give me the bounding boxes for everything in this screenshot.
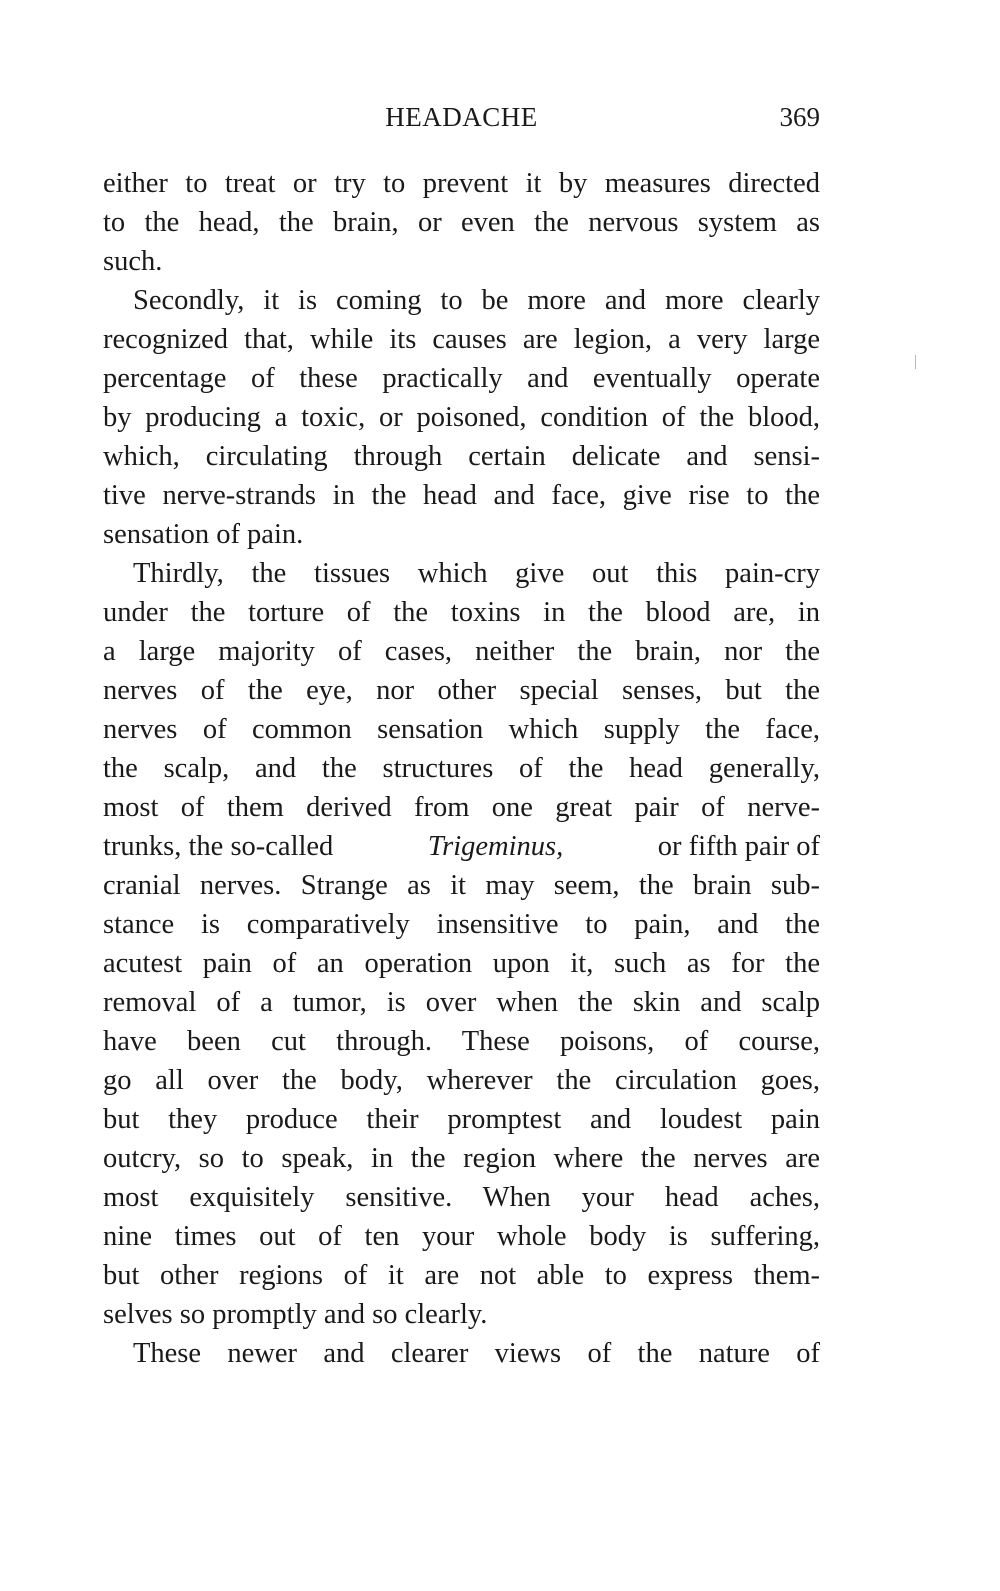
text-line: These newer and clearer views of the nature of [133,1338,820,1369]
text-line: either to treat or try to prevent it by measures directed [103,168,820,199]
text-line: nerves of common sensation which supply the face, [103,714,820,745]
text-line: tive nerve-strands in the head and face, give rise to the [103,480,820,511]
text-line: selves so promptly and so clearly. [103,1299,488,1330]
text-line: by producing a toxic, or poisoned, condition of the blood, [103,402,820,433]
text-line: most of them derived from one great pair of nerve- [103,792,820,823]
text-line: such. [103,246,163,277]
text-line: percentage of these practically and eventually operate [103,363,820,394]
running-head [103,100,820,140]
text-line: go all over the body, wherever the circulation goes, [103,1065,820,1096]
margin-mark [915,355,916,369]
text-line: recognized that, while its causes are legion, a very large [103,324,820,355]
page-number: 369 [779,102,820,132]
text-line: to the head, the brain, or even the nervous system as [103,207,820,238]
text-line: the scalp, and the structures of the head generally, [103,753,820,784]
text-line: nerves of the eye, nor other special senses, but the [103,675,820,706]
text-line: but they produce their promptest and loudest pain [103,1104,820,1135]
text-line: stance is comparatively insensitive to pain, and the [103,909,820,940]
running-title: HEADACHE [385,102,538,132]
text-line: sensation of pain. [103,519,304,550]
text-line: which, circulating through certain delicate and sensi- [103,441,820,472]
text-line [103,827,820,866]
text-line: but other regions of it are not able to express them- [103,1260,820,1291]
text-segment: or fifth pair of [657,831,820,862]
text-line: a large majority of cases, neither the brain, nor the [103,636,820,667]
text-line: outcry, so to speak, in the region where the nerves are [103,1143,820,1174]
text-line: have been cut through. These poisons, of course, [103,1026,820,1057]
text-line: removal of a tumor, is over when the skin and scalp [103,987,820,1018]
text-line: most exquisitely sensitive. When your head aches, [103,1182,820,1213]
text-line: under the torture of the toxins in the blood are, in [103,597,820,628]
text-line: Thirdly, the tissues which give out this pain-cry [133,558,820,589]
text-line: Secondly, it is coming to be more and more clearly [133,285,820,316]
text-line: cranial nerves. Strange as it may seem, the brain sub- [103,870,820,901]
emphasized-term: Trigeminus, [427,831,564,862]
text-segment: trunks, the so-called [103,831,334,862]
text-line: acutest pain of an operation upon it, such as for the [103,948,820,979]
text-line: nine times out of ten your whole body is suffering, [103,1221,820,1252]
